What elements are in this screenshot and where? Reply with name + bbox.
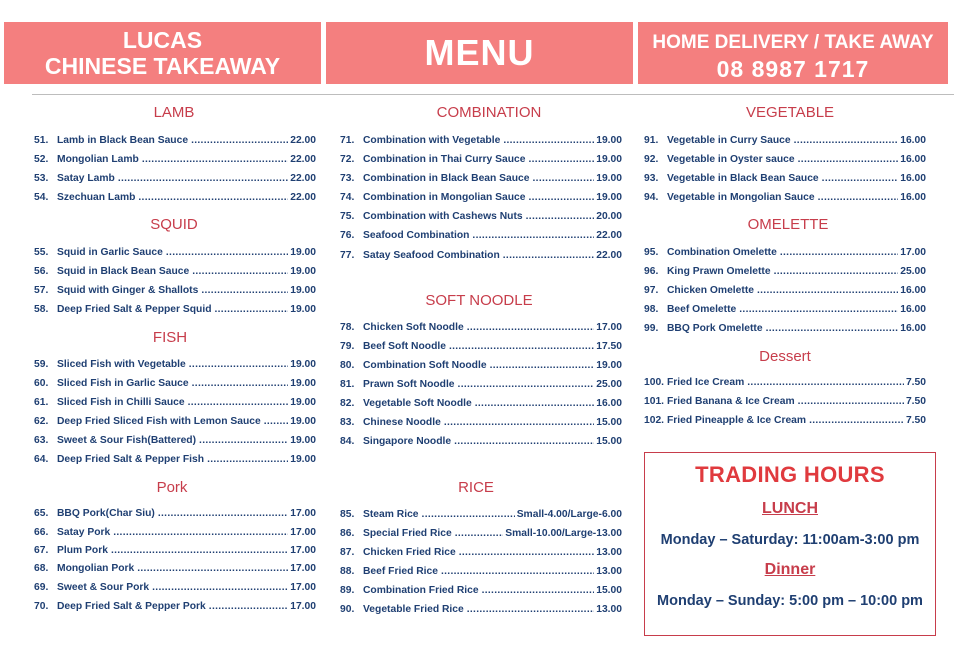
- section-dessert: Dessert: [759, 348, 811, 365]
- section-soft-noodle: SOFT NOODLE: [425, 292, 533, 309]
- restaurant-name-line2: CHINESE TAKEAWAY: [44, 53, 281, 79]
- menu-item: 57. Squid with Ginger & Shallots ..... 19.00: [34, 281, 316, 300]
- section-rice: RICE: [458, 479, 494, 496]
- contact-box: [638, 22, 948, 84]
- menu-item: 59. Sliced Fish with Vegetable ..... 19.00: [34, 355, 316, 374]
- menu-item: 69. Sweet & Sour Pork ..... 17.00: [34, 578, 316, 597]
- section-pork: Pork: [156, 479, 188, 496]
- menu-item: 64. Deep Fried Salt & Pepper Fish ..... 19.00: [34, 450, 316, 469]
- dinner-label: Dinner: [764, 561, 816, 578]
- menu-item: 89. Combination Fried Rice ..... 15.00: [340, 581, 622, 600]
- menu-item: 78. Chicken Soft Noodle ..... 17.00: [340, 318, 622, 337]
- menu-item: 95. Combination Omelette ..... 17.00: [644, 243, 926, 262]
- menu-item: 58. Deep Fried Salt & Pepper Squid ..... 19.00: [34, 300, 316, 319]
- menu-item: 55. Squid in Garlic Sauce ..... 19.00: [34, 243, 316, 262]
- phone-number: 08 8987 1717: [716, 56, 870, 82]
- section-squid: SQUID: [150, 216, 198, 233]
- menu-item: 98. Beef Omelette ..... 16.00: [644, 300, 926, 319]
- menu-item: 68. Mongolian Pork ..... 17.00: [34, 559, 316, 578]
- header-divider: [32, 94, 954, 95]
- menu-item: 80. Combination Soft Noodle ..... 19.00: [340, 356, 622, 375]
- menu-item: 100. Fried Ice Cream ..... 7.50: [644, 373, 926, 392]
- menu-item: 51. Lamb in Black Bean Sauce ..... 22.00: [34, 131, 316, 150]
- menu-item: 77. Satay Seafood Combination ..... 22.00: [340, 246, 622, 265]
- menu-item: 86. Special Fried Rice ..... Small-10.00/Large-13.00: [340, 524, 622, 543]
- menu-item: 67. Plum Pork ..... 17.00: [34, 541, 316, 560]
- menu-item: 81. Prawn Soft Noodle ..... 25.00: [340, 375, 622, 394]
- menu-item: 70. Deep Fried Salt & Pepper Pork ..... 17.00: [34, 597, 316, 616]
- menu-item: 61. Sliced Fish in Chilli Sauce ..... 19.00: [34, 393, 316, 412]
- menu-item: 92. Vegetable in Oyster sauce ..... 16.00: [644, 150, 926, 169]
- menu-item: 96. King Prawn Omelette ..... 25.00: [644, 262, 926, 281]
- menu-item: 99. BBQ Pork Omelette ..... 16.00: [644, 319, 926, 338]
- section-omelette: OMELETTE: [747, 216, 829, 233]
- menu-item: 63. Sweet & Sour Fish(Battered) ..... 19.00: [34, 431, 316, 450]
- menu-item: 75. Combination with Cashews Nuts ..... 20.00: [340, 207, 622, 226]
- menu-item: 56. Squid in Black Bean Sauce ..... 19.00: [34, 262, 316, 281]
- menu-item: 97. Chicken Omelette ..... 16.00: [644, 281, 926, 300]
- menu-item: 66. Satay Pork ..... 17.00: [34, 523, 316, 542]
- menu-item: 101. Fried Banana & Ice Cream ..... 7.50: [644, 392, 926, 411]
- delivery-label: HOME DELIVERY / TAKE AWAY: [652, 32, 934, 53]
- menu-item: 65. BBQ Pork(Char Siu) ..... 17.00: [34, 504, 316, 523]
- menu-header: [0, 0, 960, 85]
- menu-item: 79. Beef Soft Noodle ..... 17.50: [340, 337, 622, 356]
- menu-title: MENU: [424, 32, 535, 73]
- menu-item: 93. Vegetable in Black Bean Sauce ..... 16.00: [644, 169, 926, 188]
- menu-item: 71. Combination with Vegetable ..... 19.00: [340, 131, 622, 150]
- menu-item: 84. Singapore Noodle ..... 15.00: [340, 432, 622, 451]
- dinner-hours: Monday – Sunday: 5:00 pm – 10:00 pm: [657, 593, 923, 609]
- menu-item: 76. Seafood Combination ..... 22.00: [340, 226, 622, 245]
- menu-item: 87. Chicken Fried Rice ..... 13.00: [340, 543, 622, 562]
- section-fish: FISH: [152, 329, 188, 346]
- menu-item: 90. Vegetable Fried Rice ..... 13.00: [340, 600, 622, 619]
- lunch-label: LUNCH: [762, 500, 818, 517]
- menu-item: 102. Fried Pineapple & Ice Cream ..... 7.50: [644, 411, 926, 430]
- menu-item: 94. Vegetable in Mongolian Sauce ..... 16.00: [644, 188, 926, 207]
- lunch-hours: Monday – Saturday: 11:00am-3:00 pm: [660, 532, 920, 548]
- menu-item: 62. Deep Fried Sliced Fish with Lemon Sauce ..... 19.00: [34, 412, 316, 431]
- section-vegetable: VEGETABLE: [745, 104, 835, 121]
- menu-item: 88. Beef Fried Rice ..... 13.00: [340, 562, 622, 581]
- menu-item: 73. Combination in Black Bean Sauce ..... 19.00: [340, 169, 622, 188]
- restaurant-name-box: [4, 22, 321, 84]
- section-lamb: LAMB: [153, 104, 195, 121]
- menu-item: 52. Mongolian Lamb ..... 22.00: [34, 150, 316, 169]
- section-combination: COMBINATION: [436, 104, 542, 121]
- menu-item: 74. Combination in Mongolian Sauce ..... 19.00: [340, 188, 622, 207]
- trading-hours-box: [644, 452, 936, 636]
- restaurant-name-line1: LUCAS: [122, 27, 203, 53]
- menu-item: 60. Sliced Fish in Garlic Sauce ..... 19.00: [34, 374, 316, 393]
- menu-item: 85. Steam Rice ..... Small-4.00/Large-6.00: [340, 505, 622, 524]
- menu-item: 83. Chinese Noodle ..... 15.00: [340, 413, 622, 432]
- menu-item: 72. Combination in Thai Curry Sauce ..... 19.00: [340, 150, 622, 169]
- menu-item: 54. Szechuan Lamb ..... 22.00: [34, 188, 316, 207]
- menu-item: 53. Satay Lamb ..... 22.00: [34, 169, 316, 188]
- menu-title-box: [326, 22, 633, 84]
- menu-item: 91. Vegetable in Curry Sauce ..... 16.00: [644, 131, 926, 150]
- trading-hours-title: TRADING HOURS: [695, 462, 885, 487]
- menu-item: 82. Vegetable Soft Noodle ..... 16.00: [340, 394, 622, 413]
